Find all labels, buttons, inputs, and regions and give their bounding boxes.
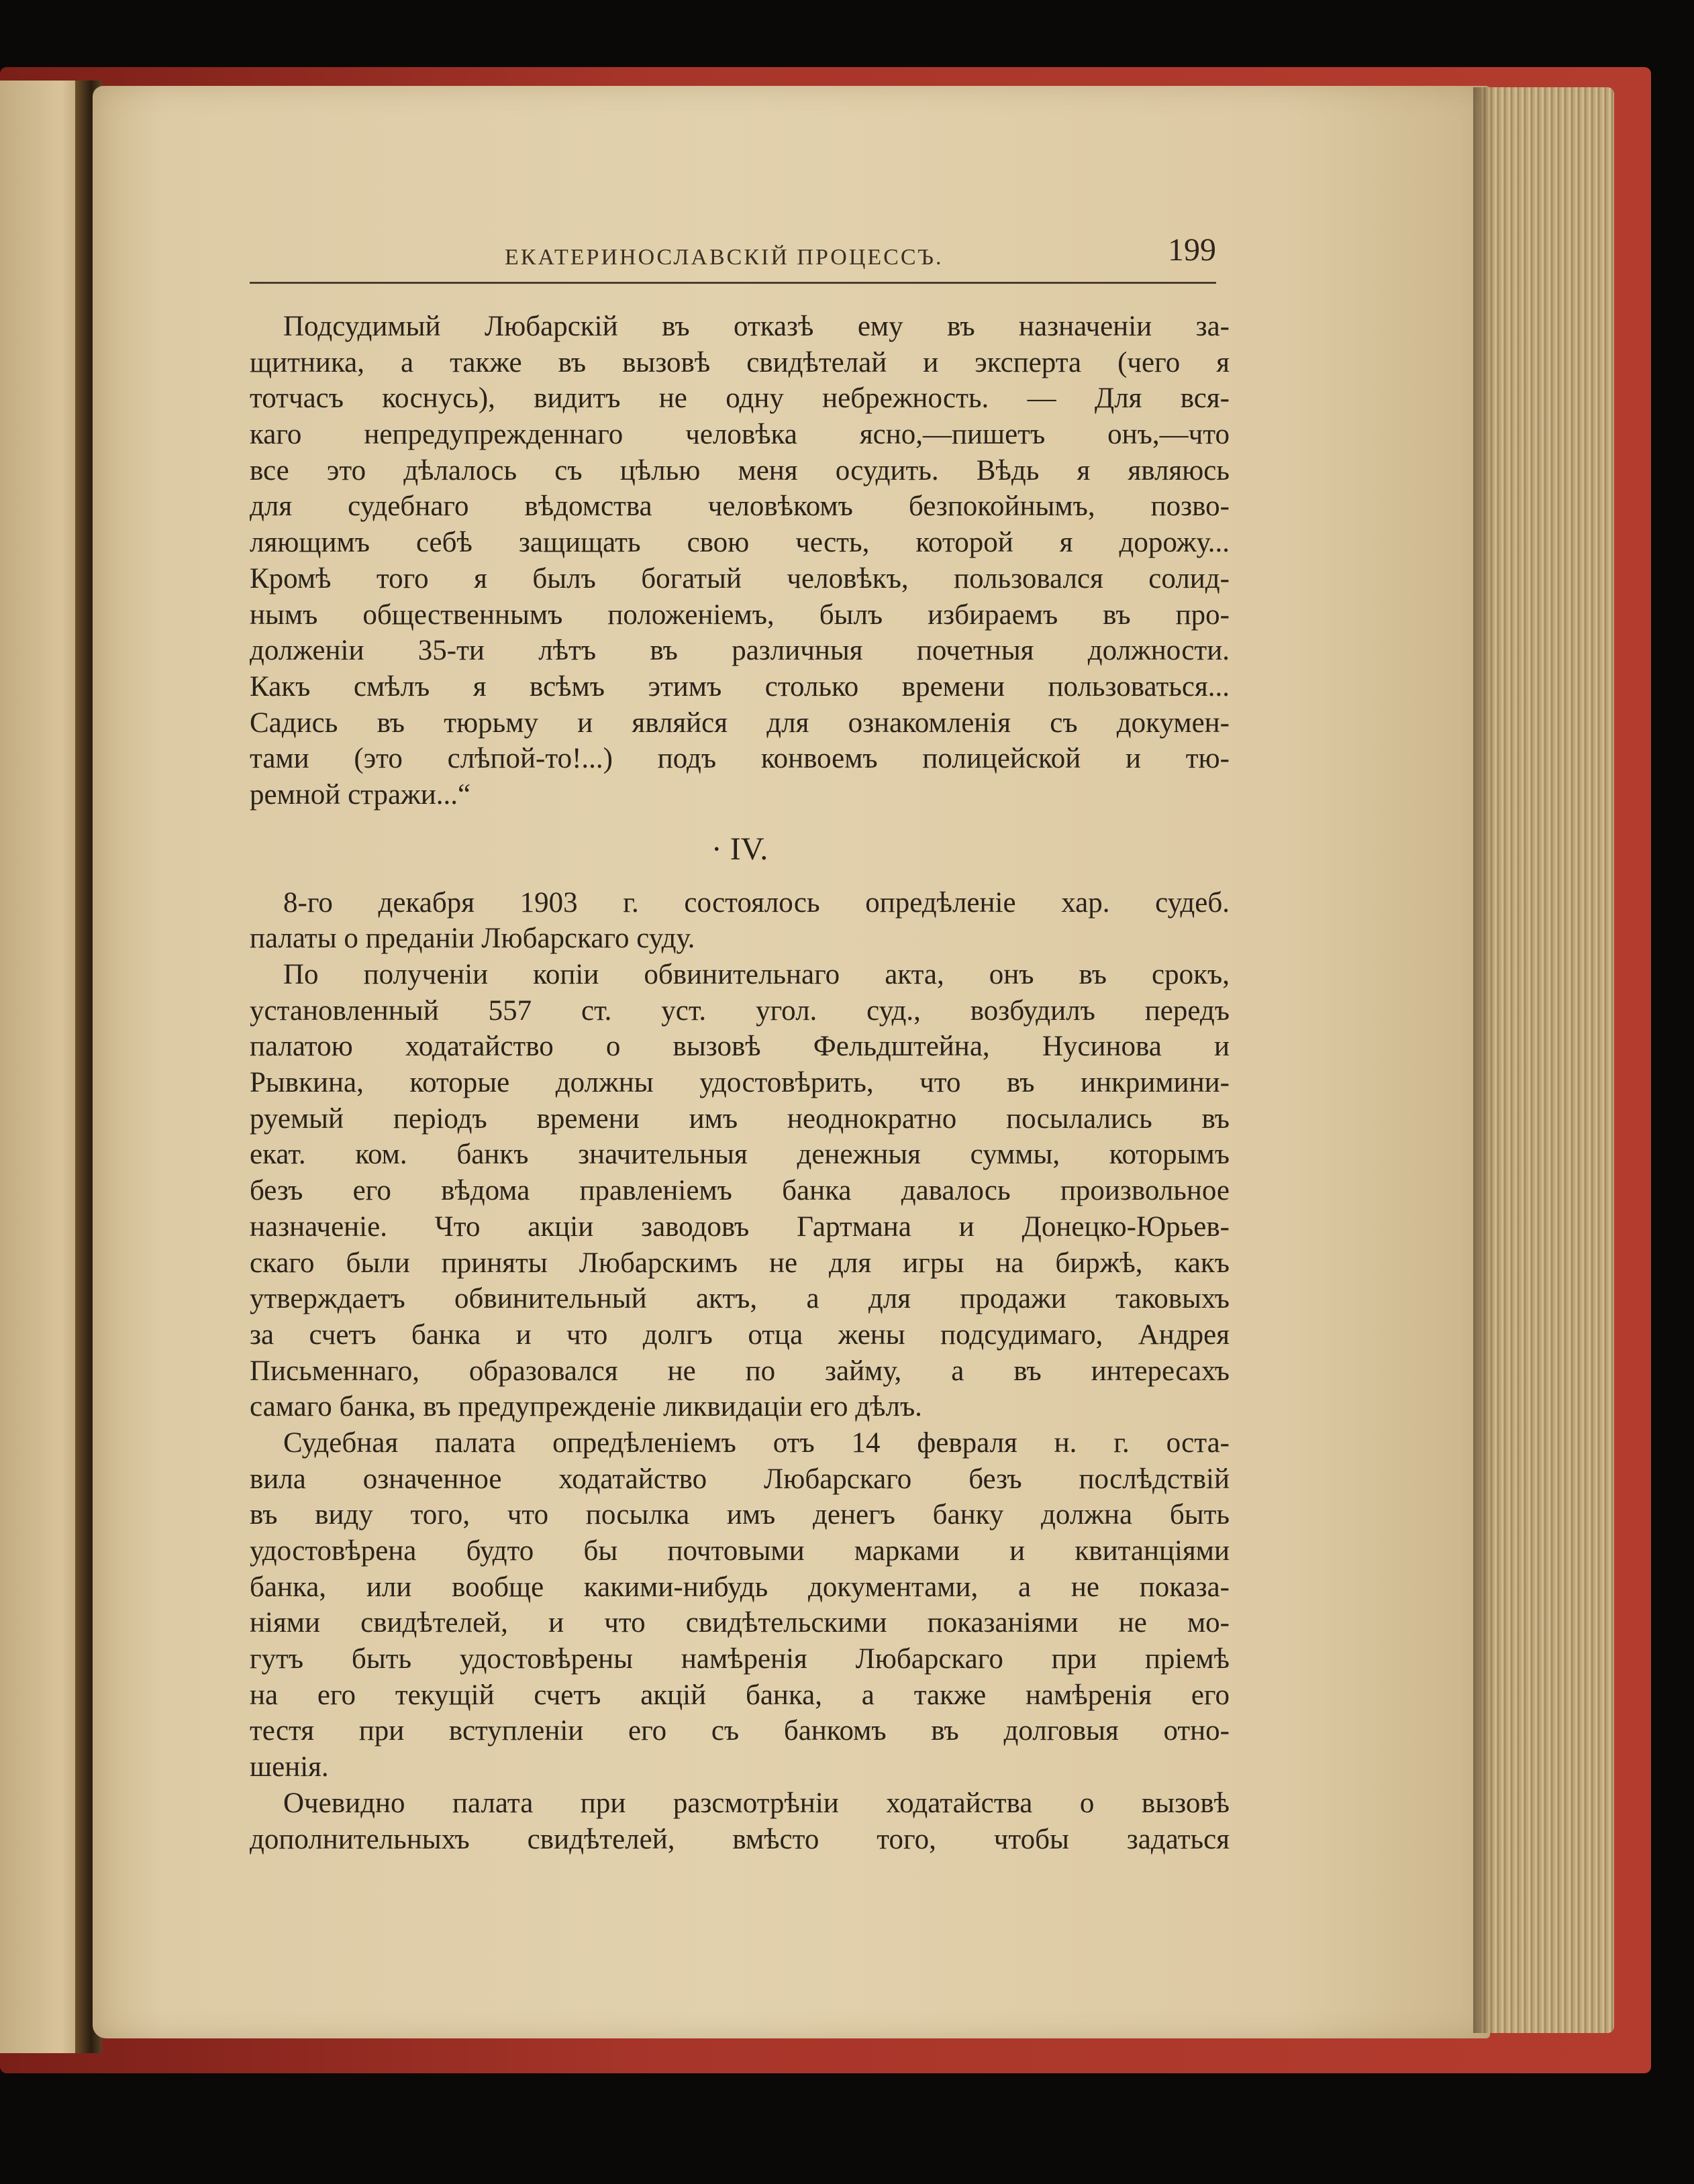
page-edge-shadow (1473, 87, 1493, 2033)
text-line: Кромѣ того я былъ богатый человѣкъ, пользовался солид- (250, 562, 1230, 594)
text-line: установленный 557 ст. уст. угол. суд., возбудилъ передъ (250, 994, 1230, 1027)
text-line: нымъ общественнымъ положеніемъ, былъ избираемъ въ про- (250, 599, 1230, 631)
text-line: банка, или вообще какими-нибудь документами, а не показа- (250, 1571, 1230, 1603)
text-line: палатою ходатайство о вызовѣ Фельдштейна, Нусинова и (250, 1031, 1230, 1063)
page-body (250, 309, 1230, 1857)
running-title: ЕКАТЕРИНОСЛАВСКІЙ ПРОЦЕССЪ. (505, 245, 944, 270)
text-line: каго непредупрежденнаго человѣка ясно,—пишетъ онъ,—что (250, 419, 1230, 451)
text-line: тами (это слѣпой-то!...) подъ конвоемъ полицейской и тю- (250, 743, 1230, 775)
text-line: ремной стражи...“ (250, 778, 471, 811)
page-edges (1480, 87, 1614, 2033)
text-line: Рывкина, которые должны удостовѣрить, что въ инкримини- (250, 1067, 1230, 1099)
text-line: 8-го декабря 1903 г. состоялось опредѣленіе хар. судеб. (283, 886, 1230, 919)
text-line: Подсудимый Любарскій въ отказѣ ему въ назначеніи за- (283, 311, 1230, 342)
text-line: Садись въ тюрьму и являйся для ознакомленія съ докумен- (250, 707, 1230, 739)
text-line: ніями свидѣтелей, и что свидѣтельскими показаніями не мо- (250, 1607, 1230, 1639)
text-line: скаго были приняты Любарскимъ не для игры на биржѣ, какъ (250, 1247, 1230, 1279)
text-line: ляющимъ себѣ защищать свою честь, которой я дорожу... (250, 527, 1230, 559)
text-line: въ виду того, что посылка имъ денегъ банку должна быть (250, 1499, 1230, 1531)
text-line: шенія. (250, 1751, 329, 1783)
paragraph-4 (250, 1425, 1230, 1785)
text-line: тестя при вступленіи его съ банкомъ въ долговыя отно- (250, 1715, 1230, 1747)
paragraph-3 (250, 957, 1230, 1425)
text-line: безъ его вѣдома правленіемъ банка давалось произвольное (250, 1175, 1230, 1207)
text-line: дополнительныхъ свидѣтелей, вмѣсто того, чтобы задаться (250, 1823, 1230, 1855)
text-line: самаго банка, въ предупрежденіе ликвидаціи его дѣлъ. (250, 1391, 922, 1423)
page-number: 199 (1168, 232, 1216, 268)
text-line: щитника, а также въ вызовѣ свидѣтелай и эксперта (чего я (250, 346, 1230, 378)
paragraph-5 (250, 1785, 1230, 1857)
text-line: для судебнаго вѣдомства человѣкомъ безпокойнымъ, позво- (250, 490, 1230, 523)
text-line: Судебная палата опредѣленіемъ отъ 14 февраля н. г. оста- (283, 1426, 1230, 1459)
page-header (250, 231, 1216, 285)
text-line: на его текущій счетъ акцій банка, а также намѣренія его (250, 1679, 1230, 1711)
text-line: Письменнаго, образовался не по займу, а въ интересахъ (250, 1355, 1230, 1387)
text-line: утверждаетъ обвинительный актъ, а для продажи таковыхъ (250, 1283, 1230, 1315)
paragraph-1 (250, 309, 1230, 813)
text-line: вила означенное ходатайство Любарскаго безъ послѣдствій (250, 1463, 1230, 1495)
section-heading: · IV. (711, 831, 768, 867)
text-line: По полученіи копіи обвинительнаго акта, онъ въ срокъ, (283, 959, 1230, 990)
text-line: тотчасъ коснусь), видитъ не одну небрежность. — Для вся- (250, 382, 1230, 415)
text-line: палаты о преданіи Любарскаго суду. (250, 923, 695, 955)
previous-page-edge (0, 81, 87, 2053)
text-line: все это дѣлалось съ цѣлью меня осудить. Вѣдь я являюсь (250, 454, 1230, 486)
text-line: долженіи 35-ти лѣтъ въ различныя почетныя должности. (250, 635, 1230, 667)
text-line: назначеніе. Что акціи заводовъ Гартмана и Донецко-Юрьев- (250, 1210, 1230, 1243)
text-line: удостовѣрена будто бы почтовыми марками и квитанціями (250, 1535, 1230, 1567)
text-line: Очевидно палата при разсмотрѣніи ходатайства о вызовѣ (283, 1787, 1230, 1819)
header-rule (250, 282, 1216, 284)
text-line: гутъ быть удостовѣрены намѣренія Любарскаго при пріемѣ (250, 1643, 1230, 1675)
text-line: екат. ком. банкъ значительныя денежныя суммы, которымъ (250, 1139, 1230, 1171)
paragraph-2 (250, 885, 1230, 957)
text-line: за счетъ банка и что долгъ отца жены подсудимаго, Андрея (250, 1318, 1230, 1351)
text-line: руемый періодъ времени имъ неоднократно посылались въ (250, 1102, 1230, 1135)
text-line: Какъ смѣлъ я всѣмъ этимъ столько времени пользоваться... (250, 670, 1230, 703)
